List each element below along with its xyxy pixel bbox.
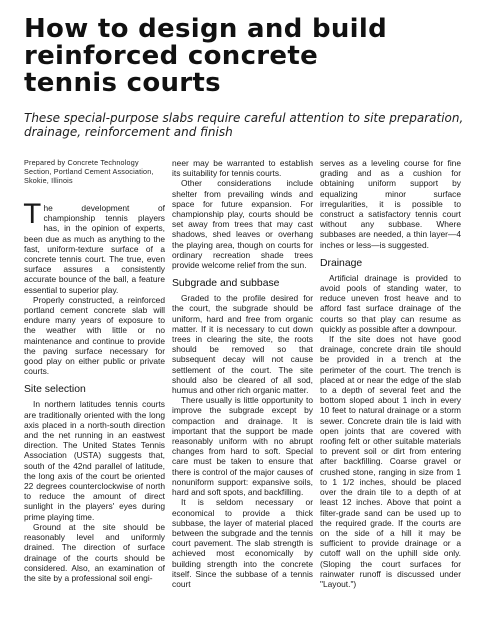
paragraph: serves as a leveling course for fine grading and as a cushion for obtaining uniform support by equalizing minor surface irregularities, it is possible to construct a satisfactory tennis court without any subbase. Where subbases are needed, a thin layer—4 inches or less—is suggested.	[320, 158, 461, 250]
intro-paragraph	[24, 199, 165, 295]
paragraph: Graded to the profile desired for the court, the subgrade should be uniform, hard and free from organic matter. If it is necessary to cut down trees in clearing the site, the roots should be removed so that subsequent decay will not cause settlement of the court. The site should also be cleared of all sod, humus and other rich organic matter.	[172, 293, 313, 396]
title-line-2: reinforced concrete	[24, 41, 318, 71]
paragraph: Properly constructed, a reinforced portland cement concrete slab will endure many years of exposure to the weather with little or no maintenance and continue to provide the paving surface necessary for good play on either public or private courts.	[24, 294, 165, 377]
drop-cap: T	[24, 199, 41, 230]
section-heading-site-selection: Site selection	[24, 384, 86, 396]
paragraph: It is seldom necessary or economical to provide a thick subbase, the layer of material placed between the subgrade and the tennis court pavement. The slab strength is achieved most economically by building strength into the concrete itself. Since the subbase of a tennis court	[172, 497, 313, 589]
paragraph: If the site does not have good drainage, concrete drain tile should be provided in a trench at the perimeter of the court. The trench is placed at or near the edge of the slab to a depth of several feet and the bottom sloped about 1 inch in every 10 feet to natural drainage or a storm sewer. Concrete drain tile is laid with open joints that are covered with roofing felt or other suitable materials to prevent soil or dirt from entering after backfilling. Coarse gravel or crushed stone, ranging in size from 1 to 1 1/2 inches, should be placed over the drain tile to a depth of at least 12 inches. Above that point a filter-grade sand can be used up to the required grade. If the courts are on the side of a hill it may be sufficient to provide drainage or a cutoff wall on the uphill side only. (Sloping the court surfaces for rainwater runoff is discussed under "Layout.")	[320, 334, 461, 589]
section-heading-subgrade: Subgrade and subbase	[172, 278, 280, 290]
byline: Prepared by Concrete Technology Section, Portland Cement Association, Skokie, Illinois	[24, 158, 154, 185]
paragraph: Other considerations include shelter from prevailing winds and space for future expansion. For championship play, courts should be set away from trees that may cast shadows, shed leaves or overhang the playing area, though on courts for ordinary recreation shade trees provide welcome relief from the sun.	[172, 178, 313, 271]
paragraph: neer may be warranted to establish its suitability for tennis courts.	[172, 158, 313, 179]
column-2	[172, 158, 313, 589]
paragraph: Ground at the site should be reasonably level and uniformly drained. The direction of surface drainage of the courts should be considered. Also, an examination of the site by a professional soil engi-	[24, 521, 165, 583]
paragraph: Artificial drainage is provided to avoid pools of standing water, to reduce uneven frost heave and to afford fast surface drainage of the courts so that play can resume as quickly as possible after a downpour.	[320, 272, 461, 334]
article-title	[24, 16, 474, 97]
title-line-1: How to design and build	[24, 14, 388, 44]
title-line-3: tennis courts	[24, 68, 221, 98]
column-1	[24, 158, 165, 583]
column-3	[320, 158, 461, 589]
article-deck: These special-purpose slabs require careful attention to site preparation, drainage, reinforcement and finish	[24, 111, 464, 139]
intro-text: he development of championship tennis players has, in the opinion of experts, been due as much as anything to the fast, uniform-texture surface of a concrete tennis court. The true, even surface assures a consistently accurate bounce of the ball, a feature essential to superior play.	[24, 203, 165, 295]
paragraph: There usually is little opportunity to improve the subgrade except by compaction and drainage. It is important that the support be made reasonably uniform with no abrupt changes from hard to soft. Special care must be taken to ensure that there is control of the major causes of nonuniform support: expansive soils, hard and soft spots, and backfilling.	[172, 395, 313, 498]
section-heading-drainage: Drainage	[320, 257, 363, 269]
paragraph: In northern latitudes tennis courts are traditionally oriented with the long axis placed in a north-south direction and the net running in an eastwest direction. The United States Tennis Association (USTA) suggests that, south of the 42nd parallel of latitude, the long axis of the court be oriented 22 degrees counterclockwise of north to reduce the amount of direct sunlight in the players' eyes during prime playing time.	[24, 399, 165, 522]
